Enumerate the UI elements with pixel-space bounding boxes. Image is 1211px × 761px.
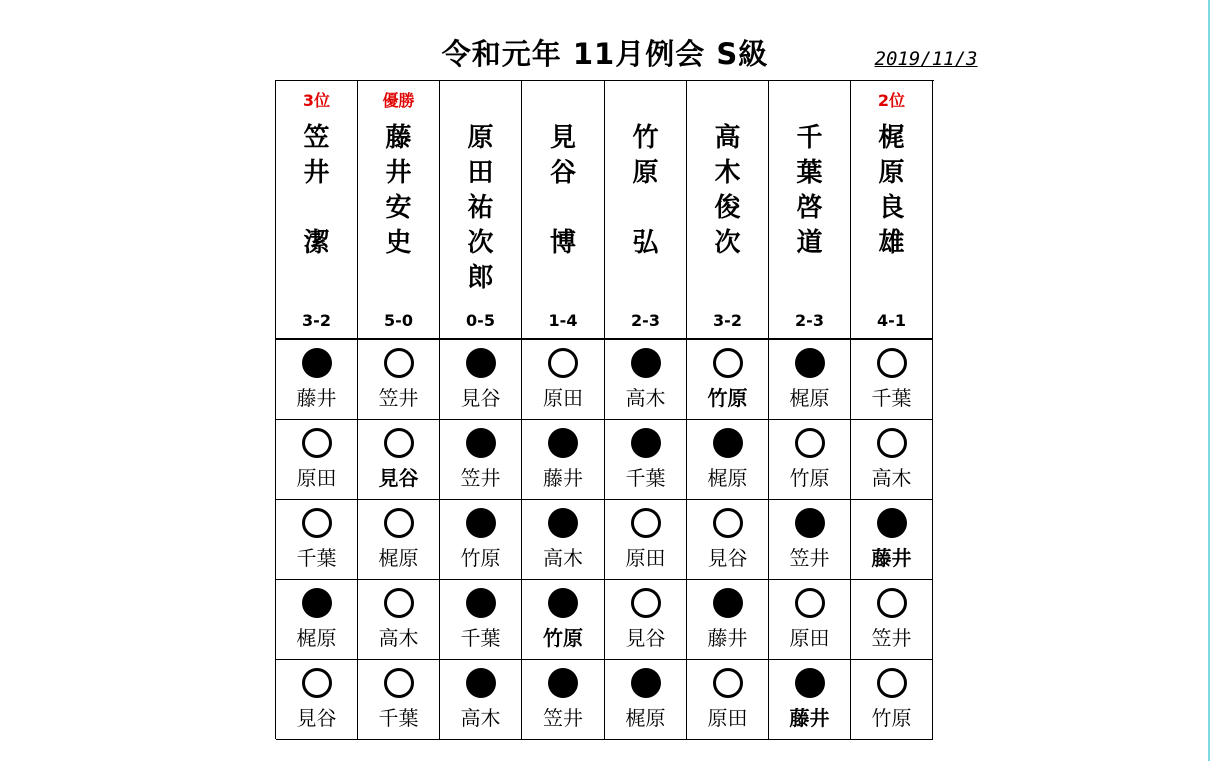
- game-cell: [276, 420, 358, 500]
- game-cell: [358, 580, 440, 660]
- game-cell: [440, 660, 522, 740]
- opponent-name: 原田: [707, 706, 748, 730]
- black-circle-icon: [631, 668, 661, 698]
- player-rank: [769, 91, 850, 111]
- player-rank: 2位: [877, 91, 906, 110]
- player-score: 4-1: [877, 311, 906, 330]
- player-header: [687, 81, 769, 340]
- white-circle-icon: [384, 428, 414, 458]
- player-name-char: 郎: [467, 263, 494, 293]
- white-circle-icon: [877, 588, 907, 618]
- game-cell: [687, 580, 769, 660]
- player-name-char: 雄: [878, 228, 905, 258]
- opponent-name: 笠井: [378, 386, 419, 410]
- opponent-name: 梶原: [789, 386, 830, 410]
- opponent-name: 千葉: [625, 466, 666, 490]
- player-rank: 優勝: [382, 91, 415, 110]
- opponent-name: 藤井: [296, 386, 337, 410]
- opponent-name: 藤井: [871, 546, 912, 570]
- player-name: [358, 121, 439, 261]
- game-cell: [276, 580, 358, 660]
- opponent-name: 竹原: [871, 706, 912, 730]
- game-cell: [358, 420, 440, 500]
- white-circle-icon: [877, 668, 907, 698]
- player-score: 3-2: [302, 311, 331, 330]
- player-name-char: 見: [549, 123, 576, 153]
- player-header: [605, 81, 687, 340]
- game-cell: [358, 340, 440, 420]
- opponent-name: 藤井: [543, 466, 583, 490]
- player-score: 2-3: [631, 311, 660, 330]
- black-circle-icon: [466, 508, 496, 538]
- player-name: [276, 121, 357, 261]
- player-header: [440, 81, 522, 340]
- white-circle-icon: [631, 588, 661, 618]
- black-circle-icon: [795, 348, 825, 378]
- game-cell: [522, 660, 605, 740]
- player-score: 2-3: [795, 311, 824, 330]
- black-circle-icon: [713, 428, 743, 458]
- player-name: [440, 121, 521, 296]
- black-circle-icon: [302, 348, 332, 378]
- opponent-name: 竹原: [543, 626, 583, 650]
- white-circle-icon: [795, 588, 825, 618]
- player-rank: [687, 91, 768, 111]
- white-circle-icon: [302, 508, 332, 538]
- player-name-char: 史: [385, 228, 412, 258]
- game-cell: [276, 660, 358, 740]
- player-name-char: 道: [796, 228, 823, 258]
- black-circle-icon: [877, 508, 907, 538]
- player-name-char: 藤: [385, 123, 412, 153]
- white-circle-icon: [384, 588, 414, 618]
- player-name-char: 千: [796, 123, 823, 153]
- player-header: [522, 81, 605, 340]
- game-cell: [605, 580, 687, 660]
- player-name-char: 谷: [549, 158, 576, 188]
- game-cell: [358, 500, 440, 580]
- player-name-char: 梶: [878, 123, 905, 153]
- player-name-char: 葉: [796, 158, 823, 188]
- player-score: 0-5: [466, 311, 495, 330]
- game-cell: [769, 420, 851, 500]
- opponent-name: 高木: [543, 546, 583, 570]
- white-circle-icon: [877, 428, 907, 458]
- player-name-char: 田: [467, 158, 494, 188]
- game-cell: [605, 420, 687, 500]
- opponent-name: 高木: [378, 626, 419, 650]
- opponent-name: 千葉: [871, 386, 912, 410]
- black-circle-icon: [466, 348, 496, 378]
- black-circle-icon: [466, 668, 496, 698]
- player-rank: [522, 91, 604, 111]
- window-right-edge: [1208, 0, 1210, 761]
- game-cell: [605, 340, 687, 420]
- game-cell: [440, 340, 522, 420]
- game-cell: [769, 580, 851, 660]
- white-circle-icon: [384, 508, 414, 538]
- player-name-char: 高: [714, 123, 741, 153]
- player-score: 3-2: [713, 311, 742, 330]
- black-circle-icon: [548, 668, 578, 698]
- white-circle-icon: [384, 348, 414, 378]
- opponent-name: 原田: [789, 626, 830, 650]
- player-name: [851, 121, 932, 261]
- player-rank: [440, 91, 521, 111]
- opponent-name: 原田: [625, 546, 666, 570]
- game-cell: [522, 420, 605, 500]
- game-cell: [522, 500, 605, 580]
- opponent-name: 藤井: [707, 626, 748, 650]
- black-circle-icon: [466, 588, 496, 618]
- white-circle-icon: [713, 508, 743, 538]
- player-name-char: 原: [878, 158, 905, 188]
- game-cell: [769, 660, 851, 740]
- game-cell: [440, 580, 522, 660]
- opponent-name: 見谷: [707, 546, 748, 570]
- opponent-name: 梶原: [707, 466, 748, 490]
- opponent-name: 梶原: [625, 706, 666, 730]
- player-name: [605, 121, 686, 261]
- opponent-name: 見谷: [625, 626, 666, 650]
- opponent-name: 藤井: [789, 706, 830, 730]
- opponent-name: 高木: [871, 466, 912, 490]
- opponent-name: 笠井: [543, 706, 583, 730]
- white-circle-icon: [877, 348, 907, 378]
- opponent-name: 原田: [543, 386, 583, 410]
- opponent-name: 千葉: [296, 546, 337, 570]
- player-name-char: 原: [467, 123, 494, 153]
- player-name-char: 次: [714, 228, 741, 258]
- player-header: [276, 81, 358, 340]
- opponent-name: 梶原: [296, 626, 337, 650]
- game-cell: [605, 500, 687, 580]
- white-circle-icon: [302, 668, 332, 698]
- game-cell: [440, 420, 522, 500]
- opponent-name: 高木: [460, 706, 501, 730]
- player-name: [769, 121, 850, 261]
- opponent-name: 竹原: [460, 546, 501, 570]
- opponent-name: 千葉: [378, 706, 419, 730]
- game-cell: [522, 580, 605, 660]
- black-circle-icon: [631, 348, 661, 378]
- game-cell: [276, 500, 358, 580]
- player-name-char: 啓: [796, 193, 823, 223]
- game-cell: [851, 500, 933, 580]
- player-name-char: 良: [878, 193, 905, 223]
- player-score: 1-4: [548, 311, 578, 330]
- black-circle-icon: [548, 588, 578, 618]
- opponent-name: 竹原: [707, 386, 748, 410]
- player-name-char: 笠: [303, 123, 330, 153]
- opponent-name: 原田: [296, 466, 337, 490]
- game-cell: [687, 420, 769, 500]
- black-circle-icon: [548, 508, 578, 538]
- black-circle-icon: [795, 508, 825, 538]
- game-cell: [522, 340, 605, 420]
- player-header: [769, 81, 851, 340]
- game-cell: [687, 500, 769, 580]
- game-cell: [358, 660, 440, 740]
- opponent-name: 千葉: [460, 626, 501, 650]
- game-cell: [687, 660, 769, 740]
- game-cell: [769, 500, 851, 580]
- white-circle-icon: [713, 348, 743, 378]
- game-cell: [605, 660, 687, 740]
- player-name-char: 井: [385, 158, 412, 188]
- player-name-char: 祐: [467, 193, 494, 223]
- opponent-name: 見谷: [296, 706, 337, 730]
- game-cell: [440, 500, 522, 580]
- white-circle-icon: [631, 508, 661, 538]
- player-name-char: 博: [549, 228, 576, 258]
- player-name-char: 木: [714, 158, 741, 188]
- player-header: [358, 81, 440, 340]
- opponent-name: 見谷: [460, 386, 501, 410]
- black-circle-icon: [548, 428, 578, 458]
- page-title: 令和元年 11月例会 S級: [441, 37, 769, 71]
- opponent-name: 笠井: [460, 466, 501, 490]
- player-name-char: 井: [303, 158, 330, 188]
- opponent-name: 笠井: [789, 546, 830, 570]
- game-cell: [687, 340, 769, 420]
- game-cell: [851, 660, 933, 740]
- game-cell: [851, 580, 933, 660]
- player-name-char: 原: [632, 158, 659, 188]
- white-circle-icon: [302, 428, 332, 458]
- opponent-name: 笠井: [871, 626, 912, 650]
- player-name-char: 弘: [632, 228, 659, 258]
- game-cell: [851, 340, 933, 420]
- player-name-char: 安: [385, 193, 412, 223]
- results-table: [275, 80, 934, 739]
- player-name-char: 俊: [714, 193, 741, 223]
- player-rank: [605, 91, 686, 111]
- opponent-name: 見谷: [378, 466, 419, 490]
- game-cell: [276, 340, 358, 420]
- white-circle-icon: [384, 668, 414, 698]
- player-header: [851, 81, 933, 340]
- white-circle-icon: [713, 668, 743, 698]
- game-cell: [851, 420, 933, 500]
- game-cell: [769, 340, 851, 420]
- black-circle-icon: [466, 428, 496, 458]
- opponent-name: 竹原: [789, 466, 830, 490]
- black-circle-icon: [795, 668, 825, 698]
- player-name: [522, 121, 604, 261]
- opponent-name: 高木: [625, 386, 666, 410]
- player-name: [687, 121, 768, 261]
- player-rank: 3位: [302, 91, 331, 110]
- player-name-char: 竹: [632, 123, 659, 153]
- player-score: 5-0: [384, 311, 413, 330]
- black-circle-icon: [631, 428, 661, 458]
- player-name-char: 潔: [303, 228, 330, 258]
- black-circle-icon: [713, 588, 743, 618]
- white-circle-icon: [548, 348, 578, 378]
- player-name-char: 次: [467, 228, 494, 258]
- event-date: 2019/11/3: [874, 48, 978, 70]
- white-circle-icon: [795, 428, 825, 458]
- opponent-name: 梶原: [378, 546, 419, 570]
- black-circle-icon: [302, 588, 332, 618]
